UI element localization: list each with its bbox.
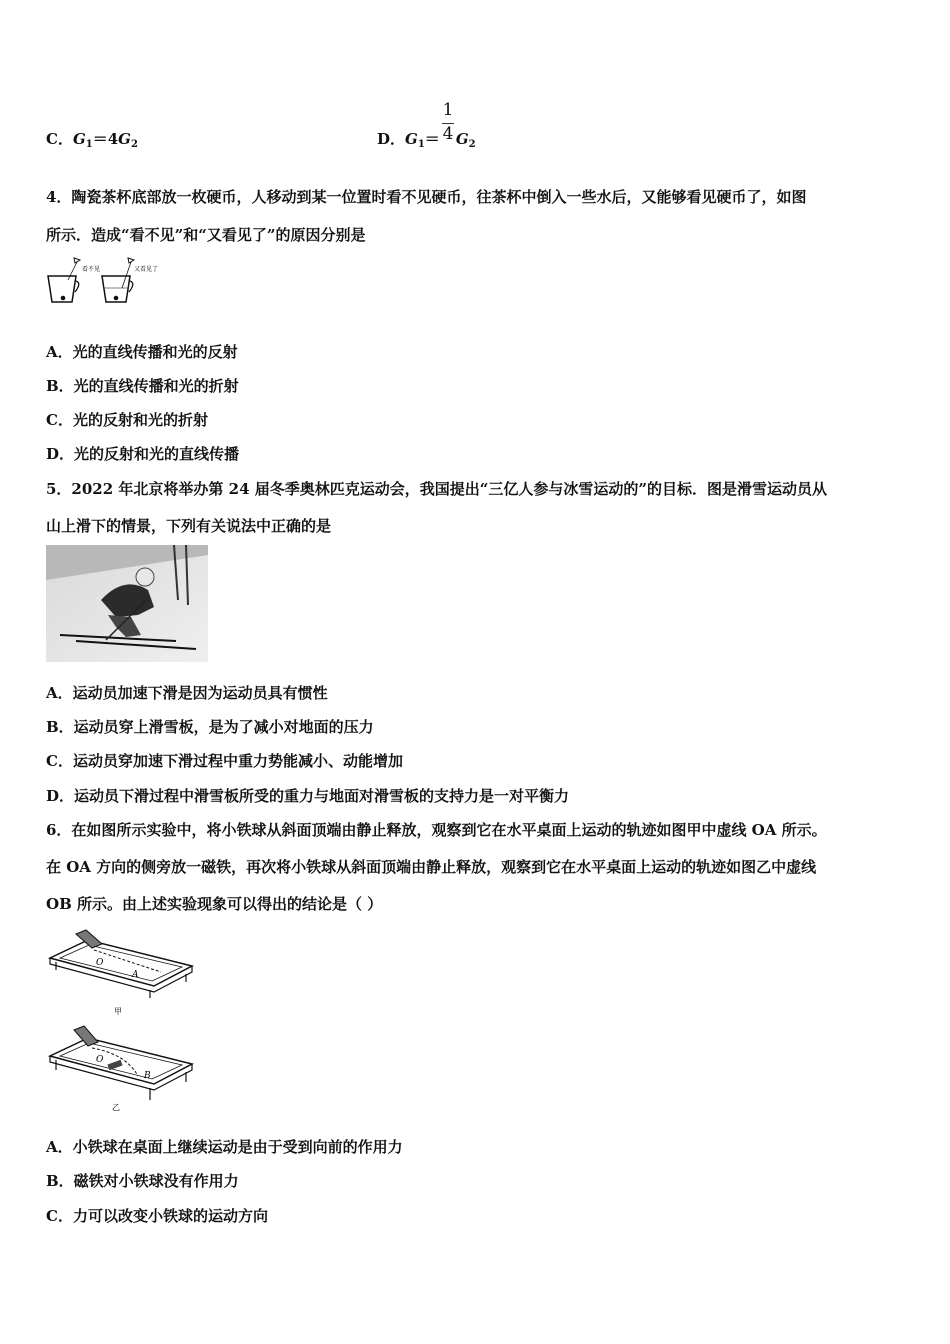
q4-option-c: C．光的反射和光的折射: [46, 411, 208, 429]
q6-fig2-label-o: O: [96, 1055, 104, 1065]
q3-option-d-eq: ＝: [424, 130, 440, 148]
table-top-yi: [50, 1038, 192, 1084]
q3-option-d-g2: G: [455, 130, 469, 148]
q6-fig2-caption: 乙: [112, 1103, 120, 1112]
q6-option-c: C．力可以改变小铁球的运动方向: [46, 1207, 268, 1225]
q4-teacup-figure: [44, 254, 169, 310]
q3-option-c-g1: G: [72, 130, 86, 148]
q4-stem-line1: 4．陶瓷茶杯底部放一枚硬币，人移动到某一位置时看不见硬币，往茶杯中倒入一些水后，又能够看见硬币了，如图: [46, 188, 807, 206]
q4-fig-label-left: 看不见: [82, 266, 101, 273]
q6-option-b: B．磁铁对小铁球没有作用力: [46, 1172, 239, 1190]
q4-option-b: B．光的直线传播和光的折射: [46, 377, 239, 395]
q3-option-c-eq: ＝4: [92, 130, 119, 148]
q6-option-a: A．小铁球在桌面上继续运动是由于受到向前的作用力: [46, 1138, 403, 1156]
q3-option-d-sub1: 1: [417, 139, 425, 150]
q3-option-c-label: C．: [46, 130, 73, 148]
q3-option-d-g1: G: [405, 130, 418, 148]
q5-option-b: B．运动员穿上滑雪板，是为了减小对地面的压力: [46, 718, 374, 736]
q3-option-c-sub1: 1: [85, 139, 93, 150]
q3-option-d-label: D．: [377, 130, 406, 148]
q6-stem-line1: 6．在如图所示实验中，将小铁球从斜面顶端由静止释放，观察到它在水平桌面上运动的轨迹如图甲中虚线 OA 所示。: [46, 821, 827, 839]
q3-option-d-fraction-denominator: 4: [442, 124, 454, 144]
q3-option-c-sub2: 2: [130, 139, 138, 150]
q6-fig1-caption: 甲: [114, 1007, 122, 1016]
q5-option-a: A．运动员加速下滑是因为运动员具有惯性: [46, 684, 328, 702]
coin-left: [61, 296, 66, 301]
q5-option-d: D．运动员下滑过程中滑雪板所受的重力与地面对滑雪板的支持力是一对平衡力: [46, 787, 570, 805]
q6-stem-line2: 在 OA 方向的侧旁放一磁铁，再次将小铁球从斜面顶端由静止释放，观察到它在水平桌面上运动的轨迹如图乙中虚线: [46, 858, 817, 876]
q6-fig2-label-b: B: [144, 1071, 151, 1081]
q3-option-d-sub2: 2: [468, 139, 476, 150]
q3-option-d-fraction-numerator: 1: [442, 100, 454, 120]
q4-fig-label-right: 又看见了: [134, 266, 159, 273]
q6-figure-jia: [50, 930, 192, 1016]
coin-right: [114, 296, 119, 301]
q5-stem-line2: 山上滑下的情景，下列有关说法中正确的是: [46, 517, 332, 535]
skier-helmet: [136, 568, 154, 586]
q6-figure-yi: [50, 1026, 192, 1112]
q6-fig1-label-o: O: [96, 958, 104, 968]
q4-option-a: A．光的直线传播和光的反射: [46, 343, 238, 361]
q3-option-d: [377, 128, 476, 150]
q6-fig1-label-a: A: [132, 970, 139, 980]
table-top-jia: [50, 940, 192, 986]
q6-stem-line3: OB 所示。由上述实验现象可以得出的结论是（ ）: [46, 895, 383, 913]
q4-option-d: D．光的反射和光的直线传播: [46, 445, 240, 463]
q4-stem-line2: 所示．造成“看不见”和“又看见了”的原因分别是: [46, 226, 366, 244]
q3-option-c: [46, 128, 138, 150]
q6-experiment-figure: [46, 926, 196, 1112]
q5-option-c: C．运动员穿加速下滑过程中重力势能减小、动能增加: [46, 752, 403, 770]
q3-option-c-g2: G: [118, 130, 131, 148]
q5-skier-photo: [46, 545, 208, 662]
q5-stem-line1: 5．2022 年北京将举办第 24 届冬季奥林匹克运动会，我国提出“三亿人参与冰雪运动的”的目标．图是滑雪运动员从: [46, 480, 827, 498]
